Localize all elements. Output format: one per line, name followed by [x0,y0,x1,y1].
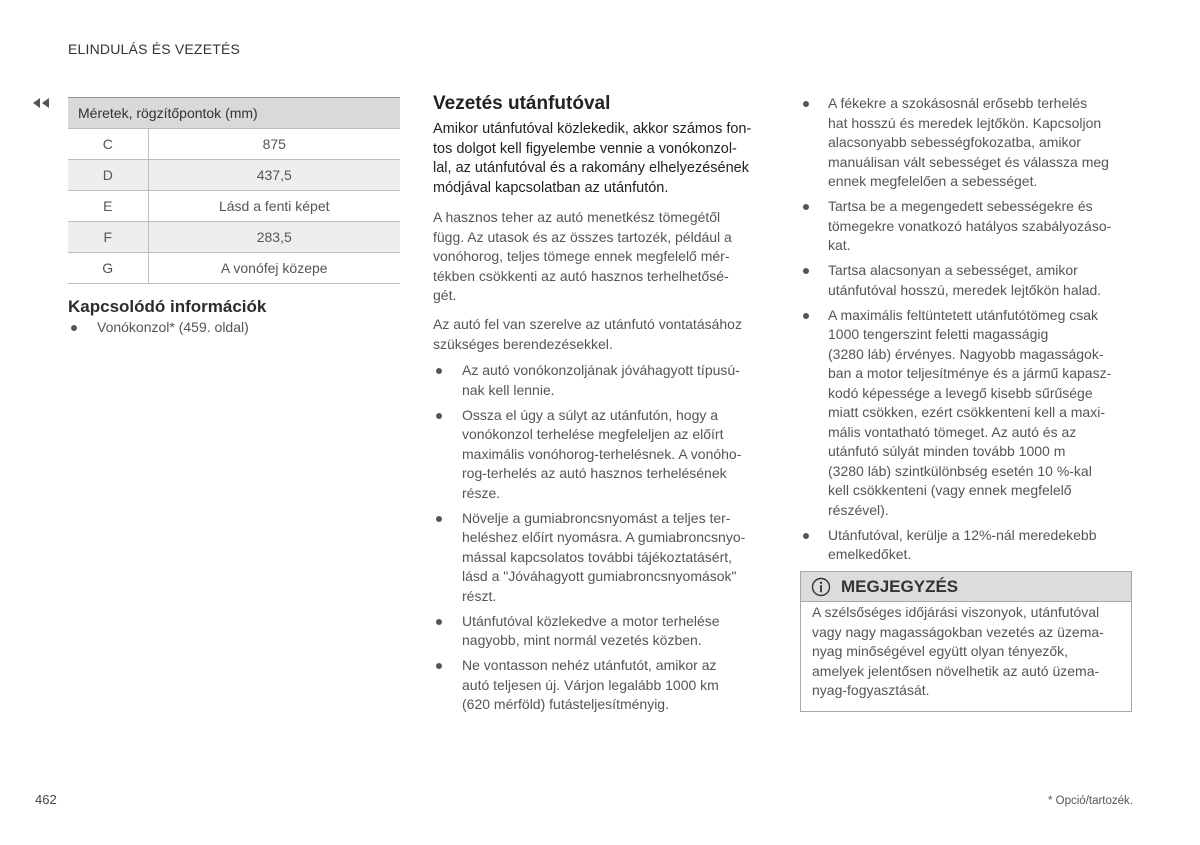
page-number: 462 [35,792,57,807]
text-line: utánfutó súlyát minden tovább 1000 m [828,443,1066,459]
text-line: nak kell lennie. [462,381,555,398]
text-line: Utánfutóval közlekedve a motor terhelése [462,612,720,629]
text-line: (620 mérföld) futásteljesítményig. [462,696,669,712]
table-header: Méretek, rögzítőpontok (mm) [68,98,400,129]
article-title: Vezetés utánfutóval [433,93,611,114]
point-value: 437,5 [148,160,400,191]
text-line: kat. [828,237,851,253]
text-line: kell csökkenteni (vagy ennek megfelelő [828,482,1072,498]
list-item [433,361,778,400]
text-line: szükséges berendezésekkel. [433,335,613,352]
text-line: ban a motor teljesítménye és a jármű kapasz- [828,365,1112,381]
text-line: tos dolgot kell figyelembe vennie a vonókonzol- [433,140,737,157]
footnote: * Opció/tartozék. [1047,795,1133,807]
text-line: Tartsa be a megengedett sebességekre és [828,198,1093,214]
left-column [68,97,400,337]
text-line: vonóhorog, teljes tömege ennek megfelelő mér- [433,248,730,264]
point-label: D [68,160,148,191]
text-line: kodó képessége a levegő kisebb sűrűsége [828,384,1093,401]
article-intro [433,120,778,198]
text-line: tömegekre vonatkozó hatályos szabályozáso- [828,217,1112,234]
text-line: A maximális feltüntetett utánfutótömeg csak [828,306,1099,323]
text-line: gét. [433,287,457,303]
point-value: Lásd a fenti képet [148,191,400,222]
text-line: nyag minőségével együtt olyan tényezők, [812,643,1069,659]
dimensions-table [68,97,400,284]
text-line: mással kapcsolatos további tájékoztatásért, [462,548,733,565]
text-line: vagy nagy magasságokban vezetés az üzema- [812,623,1104,640]
text-line: Növelje a gumiabroncsnyomást a teljes ter- [462,509,731,526]
note-box [800,571,1132,712]
text-line: részt. [462,587,497,604]
right-column [800,94,1140,565]
list-item [800,261,1140,300]
text-line: 1000 tengerszint feletti magasságig [828,326,1049,342]
list-item [433,406,778,504]
text-line: részével). [828,501,889,518]
table-header-row [68,98,400,129]
table-row [68,253,400,284]
text-line: heléshez előírt nyomásra. A gumiabroncsnyo- [462,529,746,545]
info-icon [811,577,831,597]
text-line: vonókonzol terhelése megfeleljen az előírt [462,426,724,442]
text-line: Az autó fel van szerelve az utánfutó vontatásához [433,316,742,332]
point-value: 283,5 [148,222,400,253]
list-item [800,94,1140,192]
text-line: nyag-fogyasztását. [812,682,930,698]
text-line: lásd a "Jóváhagyott gumiabroncsnyomások" [462,568,737,584]
double-arrow-left-icon [33,98,50,108]
text-line: maximális vonóhorog-terhelésnek. A vonóho- [462,445,742,462]
text-line: emelkedőket. [828,546,912,562]
text-line: A fékekre a szokásosnál erősebb terhelés [828,95,1088,111]
text-line: módjával kapcsolatban az utánfutón. [433,179,669,196]
point-label: C [68,129,148,160]
text-line: része. [462,484,501,501]
text-line: függ. Az utasok és az összes tartozék, például a [433,228,732,245]
section-title: ELINDULÁS ÉS VEZETÉS [68,41,241,57]
text-line: hat hosszú és meredek lejtőkön. Kapcsoljon [828,114,1102,131]
text-line: nagyobb, mint normál vezetés közben. [462,632,702,648]
article-bullet-list [433,361,778,715]
list-item [800,306,1140,521]
note-title: MEGJEGYZÉS [841,577,959,596]
list-item [800,526,1140,565]
text-line: miatt csökken, ezért csökkenteni kell a maxi- [828,404,1105,420]
list-item [433,656,778,715]
text-line: Tartsa alacsonyan a sebességet, amikor [828,262,1078,278]
article-column [433,93,778,715]
text-line: utánfutóval hosszú, meredek lejtőkön halad. [828,281,1102,298]
point-value: A vonófej közepe [148,253,400,284]
text-line: Ne vontasson nehéz utánfutót, amikor az [462,657,717,673]
text-line: A hasznos teher az autó menetkész tömegétől [433,209,721,225]
text-line: ennek megfelelően a sebességet. [828,173,1038,189]
point-value: 875 [148,129,400,160]
point-label: F [68,222,148,253]
note-body [801,602,1131,701]
text-line: lal, az utánfutóval és a rakomány elhelyezésének [433,160,749,176]
related-link-tow-bar[interactable]: Vonókonzol* (459. oldal) [68,318,400,337]
text-line: Az autó vonókonzoljának jóváhagyott típusú- [462,362,740,378]
note-header [801,572,1131,602]
text-line: manuálisan vált sebességet és válassza meg [828,153,1109,170]
text-line: Amikor utánfutóval közlekedik, akkor számos fon- [433,121,752,137]
text-line: (3280 láb) érvényes. Nagyobb magasságok- [828,345,1104,362]
table-row [68,129,400,160]
table-row [68,191,400,222]
right-bullet-list [800,94,1140,565]
point-label: G [68,253,148,284]
text-line: A szélsőséges időjárási viszonyok, utánfutóval [812,604,1100,620]
text-line: amelyek jelentősen növelhetik az autó üzema- [812,662,1100,679]
text-line: rog-terhelés az autó hasznos terhelésének [462,465,727,481]
article-paragraph [433,315,778,354]
table-row [68,160,400,191]
list-item [433,509,778,607]
text-line: Ossza el úgy a súlyt az utánfutón, hogy a [462,406,719,423]
text-line: autó teljesen új. Várjon legalább 1000 km [462,676,719,693]
table-row [68,222,400,253]
text-line: tékben csökkenti az autó hasznos terhelhetősé- [433,267,729,284]
text-line: Utánfutóval, kerülje a 12%-nál meredekebb [828,526,1097,543]
text-line: alacsonyabb sebességfokozatba, amikor [828,134,1081,150]
list-item [433,612,778,651]
related-info-heading: Kapcsolódó információk [68,297,267,316]
article-paragraph [433,208,778,306]
text-line: mális vontatható tömeget. Az autó és az [828,423,1077,440]
list-item [800,197,1140,256]
text-line: (3280 láb) szintkülönbség esetén 10 %-kal [828,462,1092,479]
point-label: E [68,191,148,222]
